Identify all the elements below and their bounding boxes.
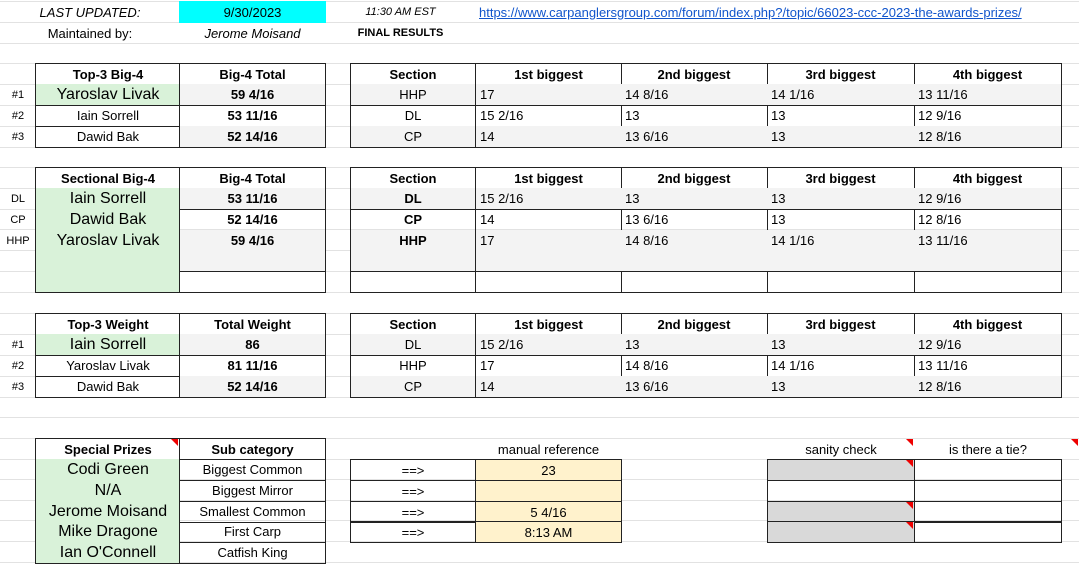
weight-b3: 14 1/16 [767, 230, 915, 252]
prize-sub-category: Biggest Common [179, 459, 326, 481]
last-updated-date[interactable]: 9/30/2023 [179, 1, 326, 23]
column-header-b4: 4th biggest [914, 167, 1062, 189]
prize-winner-name[interactable]: Ian O'Connell [35, 542, 180, 564]
weight-b1: 17 [475, 230, 622, 252]
angler-name[interactable]: Dawid Bak [35, 376, 180, 398]
section-value: HHP [350, 84, 476, 106]
prize-winner-name[interactable]: N/A [35, 480, 180, 502]
total-value: 59 4/16 [179, 230, 326, 252]
tie-check-header: is there a tie? [948, 441, 1028, 457]
comment-marker-icon[interactable] [171, 439, 178, 446]
weight-b4: 13 11/16 [914, 84, 1062, 106]
weight-b3: 13 [767, 334, 915, 356]
weight-b2: 13 6/16 [621, 126, 768, 148]
column-header-b4: 4th biggest [914, 313, 1062, 335]
weight-b4: 12 8/16 [914, 126, 1062, 148]
total-value: 59 4/16 [179, 84, 326, 106]
sanity-check-cell [767, 501, 915, 523]
total-value: 53 11/16 [179, 105, 326, 127]
prize-arrow: ==> [350, 521, 476, 543]
weight-b4: 12 9/16 [914, 188, 1062, 210]
weight-b4: 13 11/16 [914, 230, 1062, 252]
column-header-b3: 3rd biggest [767, 313, 915, 335]
last-updated-time: 11:30 AM EST [365, 5, 436, 18]
section-header: Section [350, 313, 476, 335]
weight-b2: 13 [621, 188, 768, 210]
total-header-top3_big4: Big-4 Total [179, 63, 326, 85]
rank-label: #2 [11, 109, 25, 122]
comment-marker-icon[interactable] [906, 522, 913, 529]
weight-b3: 13 [767, 105, 915, 127]
total-header-top3_weight: Total Weight [179, 313, 326, 335]
tie-check-cell [914, 480, 1062, 502]
prize-winner-name[interactable]: Mike Dragone [35, 521, 180, 543]
column-header-b3: 3rd biggest [767, 167, 915, 189]
block-header-top3_big4: Top-3 Big-4 [35, 63, 180, 85]
final-results-label: FINAL RESULTS [357, 26, 444, 39]
angler-name[interactable]: Iain Sorrell [35, 334, 180, 356]
section-value: DL [350, 105, 476, 127]
column-header-b2: 2nd biggest [621, 63, 768, 85]
manual-reference-header: manual reference [497, 441, 600, 457]
maintainer-name: Jerome Moisand [204, 25, 301, 41]
total-value: 86 [179, 334, 326, 356]
angler-name[interactable]: Yaroslav Livak [35, 230, 180, 252]
empty-total-cell [179, 271, 326, 293]
section-value: DL [350, 188, 476, 210]
maintained-by-label: Maintained by: [47, 25, 133, 41]
weight-b1: 15 2/16 [475, 105, 622, 127]
empty-total-cell [179, 250, 326, 272]
column-header-b3: 3rd biggest [767, 63, 915, 85]
column-header-b2: 2nd biggest [621, 313, 768, 335]
angler-name[interactable]: Yaroslav Livak [35, 355, 180, 377]
rank-label: HHP [6, 234, 30, 247]
prize-sub-category: Biggest Mirror [179, 480, 326, 502]
block-header-sectional_big4: Sectional Big-4 [35, 167, 180, 189]
section-value: CP [350, 209, 476, 231]
weight-b1: 17 [475, 84, 622, 106]
weight-b4: 12 8/16 [914, 376, 1062, 398]
weight-b2: 13 6/16 [621, 209, 768, 231]
weight-b1: 15 2/16 [475, 188, 622, 210]
empty-section-cell [350, 250, 476, 272]
section-header: Section [350, 167, 476, 189]
tie-check-cell [914, 521, 1062, 543]
section-value: CP [350, 126, 476, 148]
weight-b2: 14 8/16 [621, 84, 768, 106]
weight-b2: 14 8/16 [621, 355, 768, 377]
total-value: 53 11/16 [179, 188, 326, 210]
weight-b3: 13 [767, 209, 915, 231]
prize-winner-name[interactable]: Codi Green [35, 459, 180, 481]
weight-b3: 13 [767, 188, 915, 210]
empty-weight-cell [475, 271, 622, 293]
prize-sub-category: First Carp [179, 521, 326, 543]
empty-weight-cell [621, 271, 768, 293]
column-header-b1: 1st biggest [475, 167, 622, 189]
comment-marker-icon[interactable] [906, 460, 913, 467]
section-value: HHP [350, 355, 476, 377]
tie-check-cell [914, 501, 1062, 523]
rank-label: #3 [11, 130, 25, 143]
weight-b2: 13 6/16 [621, 376, 768, 398]
sub-category-header: Sub category [179, 438, 326, 460]
prize-arrow: ==> [350, 459, 476, 481]
prize-sub-category: Catfish King [179, 542, 326, 564]
section-value: HHP [350, 230, 476, 252]
total-value: 52 14/16 [179, 126, 326, 148]
empty-name-cell[interactable] [35, 271, 180, 293]
manual-reference-value[interactable]: 8:13 AM [475, 521, 622, 543]
prize-sub-category: Smallest Common [179, 501, 326, 523]
weight-b2: 14 8/16 [621, 230, 768, 252]
weight-b1: 14 [475, 126, 622, 148]
column-header-b1: 1st biggest [475, 63, 622, 85]
angler-name[interactable]: Dawid Bak [35, 209, 180, 231]
manual-reference-value[interactable] [475, 480, 622, 502]
empty-weight-cell [914, 271, 1062, 293]
empty-weight-cell [767, 271, 915, 293]
weight-b3: 13 [767, 376, 915, 398]
angler-name[interactable]: Iain Sorrell [35, 188, 180, 210]
tie-check-cell [914, 459, 1062, 481]
rank-label: #1 [11, 88, 25, 101]
sanity-check-cell [767, 521, 915, 543]
weight-b2: 13 [621, 105, 768, 127]
weight-b1: 14 [475, 209, 622, 231]
sanity-check-cell [767, 480, 915, 502]
weight-b1: 14 [475, 376, 622, 398]
prize-arrow: ==> [350, 480, 476, 502]
section-value: DL [350, 334, 476, 356]
column-header-b4: 4th biggest [914, 63, 1062, 85]
total-header-sectional_big4: Big-4 Total [179, 167, 326, 189]
weight-b4: 12 8/16 [914, 209, 1062, 231]
comment-marker-icon[interactable] [906, 502, 913, 509]
total-value: 81 11/16 [179, 355, 326, 377]
empty-weight-cell [914, 250, 1062, 272]
comment-marker-icon[interactable] [906, 439, 913, 446]
comment-marker-icon[interactable] [1071, 439, 1078, 446]
forum-link[interactable]: https://www.carpanglersgroup.com/forum/index.php?/topic/66023-ccc-2023-the-awards-prizes/ [479, 4, 1022, 20]
rank-label: DL [10, 192, 26, 205]
rank-label: #3 [11, 380, 25, 393]
rank-label: CP [10, 213, 26, 226]
total-value: 52 14/16 [179, 376, 326, 398]
prize-arrow: ==> [350, 501, 476, 523]
section-header: Section [350, 63, 476, 85]
weight-b3: 14 1/16 [767, 355, 915, 377]
empty-name-cell[interactable] [35, 250, 180, 272]
empty-weight-cell [767, 250, 915, 272]
angler-name[interactable]: Yaroslav Livak [35, 84, 180, 106]
sanity-check-header: sanity check [805, 441, 877, 457]
angler-name[interactable]: Iain Sorrell [35, 105, 180, 127]
manual-reference-value[interactable]: 5 4/16 [475, 501, 622, 523]
manual-reference-value[interactable]: 23 [475, 459, 622, 481]
weight-b1: 17 [475, 355, 622, 377]
grid-line [0, 417, 1079, 418]
section-value: CP [350, 376, 476, 398]
angler-name[interactable]: Dawid Bak [35, 126, 180, 148]
block-header-top3_weight: Top-3 Weight [35, 313, 180, 335]
column-header-b2: 2nd biggest [621, 167, 768, 189]
last-updated-label: LAST UPDATED: [39, 4, 141, 20]
weight-b3: 13 [767, 126, 915, 148]
weight-b4: 12 9/16 [914, 334, 1062, 356]
empty-weight-cell [475, 250, 622, 272]
weight-b2: 13 [621, 334, 768, 356]
weight-b4: 13 11/16 [914, 355, 1062, 377]
rank-label: #2 [11, 359, 25, 372]
rank-label: #1 [11, 338, 25, 351]
prize-winner-name[interactable]: Jerome Moisand [35, 501, 180, 523]
special-prizes-header: Special Prizes [35, 438, 180, 460]
empty-weight-cell [621, 250, 768, 272]
weight-b3: 14 1/16 [767, 84, 915, 106]
total-value: 52 14/16 [179, 209, 326, 231]
weight-b4: 12 9/16 [914, 105, 1062, 127]
empty-section-cell [350, 271, 476, 293]
column-header-b1: 1st biggest [475, 313, 622, 335]
weight-b1: 15 2/16 [475, 334, 622, 356]
sanity-check-cell [767, 459, 915, 481]
